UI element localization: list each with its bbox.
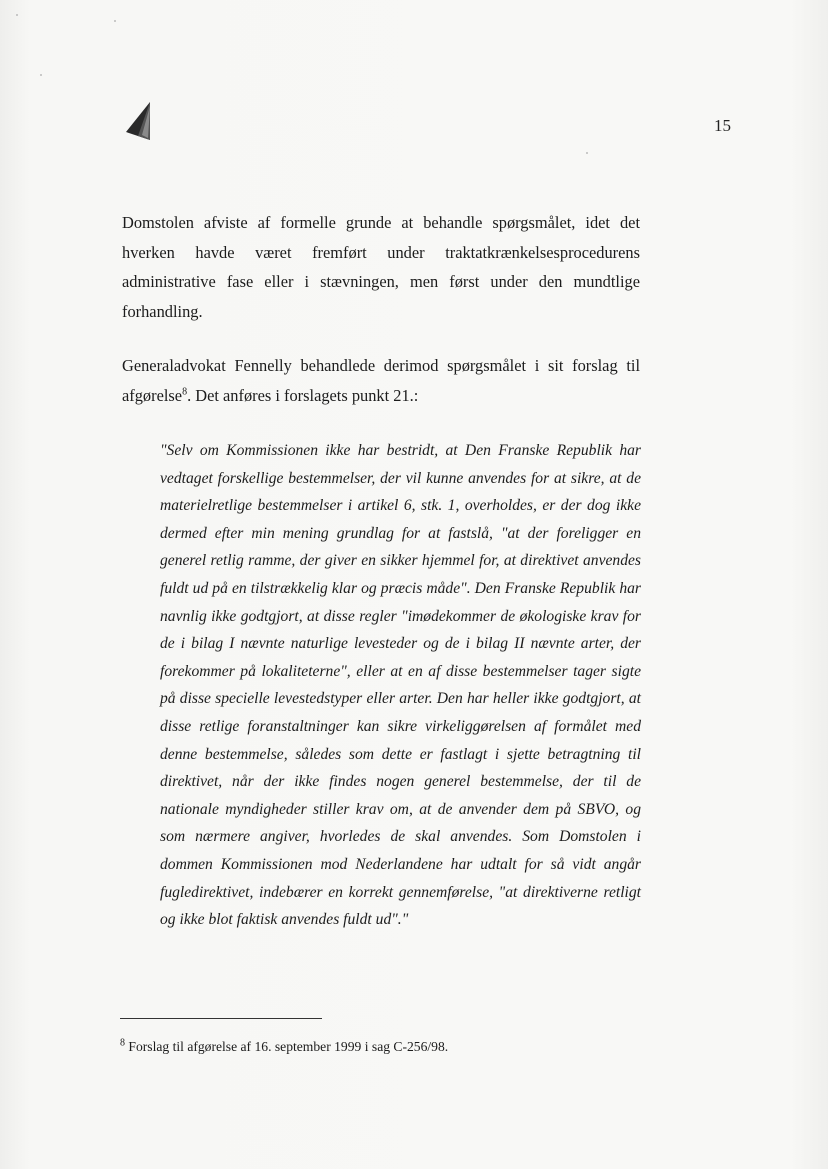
footnote-reference: 8 xyxy=(182,386,188,398)
scan-speck xyxy=(40,74,42,76)
paragraph-2-text-end: . Det anføres i forslagets punkt 21.: xyxy=(187,385,419,405)
scan-speck xyxy=(16,14,18,16)
footnote-number: 8 xyxy=(120,1037,125,1049)
page-number: 15 xyxy=(714,116,731,135)
scan-speck xyxy=(586,152,588,154)
footnote-text: Forslag til afgørelse af 16. september 1999 i sag C-256/98. xyxy=(128,1039,449,1054)
scan-speck xyxy=(114,20,116,22)
body-paragraph-2 xyxy=(122,351,640,410)
block-quote: "Selv om Kommissionen ikke har bestridt, at Den Franske Republik har vedtaget forskellige bestemmelser, der vil kunne anvendes for at sikre, at de materielretlige bestemmelser i artikel 6, stk. 1, overholdes, er der dog ikke dermed efter min mening grundlag for at fastslå, "at der foreligger en generel retlig ramme, der giver en sikker hjemmel for, at direktivet anvendes fuldt ud på en tilstrækkelig klar og præcis måde". Den Franske Republik har navnlig ikke godtgjort, at disse regler "imødekommer de økologiske krav for de i bilag I nævnte naturlige levesteder og de i bilag II nævnte arter, der forekommer på lokaliteterne", eller at en af disse bestemmelser tager sigte på disse specielle levestedstyper eller arter. Den har heller ikke godtgjort, at disse retlige foranstaltninger kan sikre virkeliggørelsen af formålet med denne bestemmelse, således som dette er fastlagt i sjette betragtning til direktivet, når der ikke findes nogen generel bestemmelse, der til de nationale myndigheder stiller krav om, at de anvender dem på SBVO, og som nærmere angiver, hvorledes de skal anvendes. Som Domstolen i dommen Kommissionen mod Nederlandene har udtalt for så vidt angår fugledirektivet, indebærer en korrekt gennemførelse, "at direktiverne retligt og ikke blot faktisk anvendes fuldt ud"." xyxy=(160,442,641,929)
publisher-logo-icon xyxy=(126,102,152,140)
footnote xyxy=(120,1038,680,1056)
paragraph-2-text: Generaladvokat Fennelly behandlede derimod spørgsmålet i sit forslag til afgørelse xyxy=(122,356,640,405)
footnote-divider xyxy=(120,1018,322,1019)
body-paragraph-1: Domstolen afviste af formelle grunde at behandle spørgsmålet, idet det hverken havde været fremført under traktatkrænkelsesprocedurens administrative fase eller i stævningen, men først under den mundtlige forhandling. xyxy=(122,213,640,321)
